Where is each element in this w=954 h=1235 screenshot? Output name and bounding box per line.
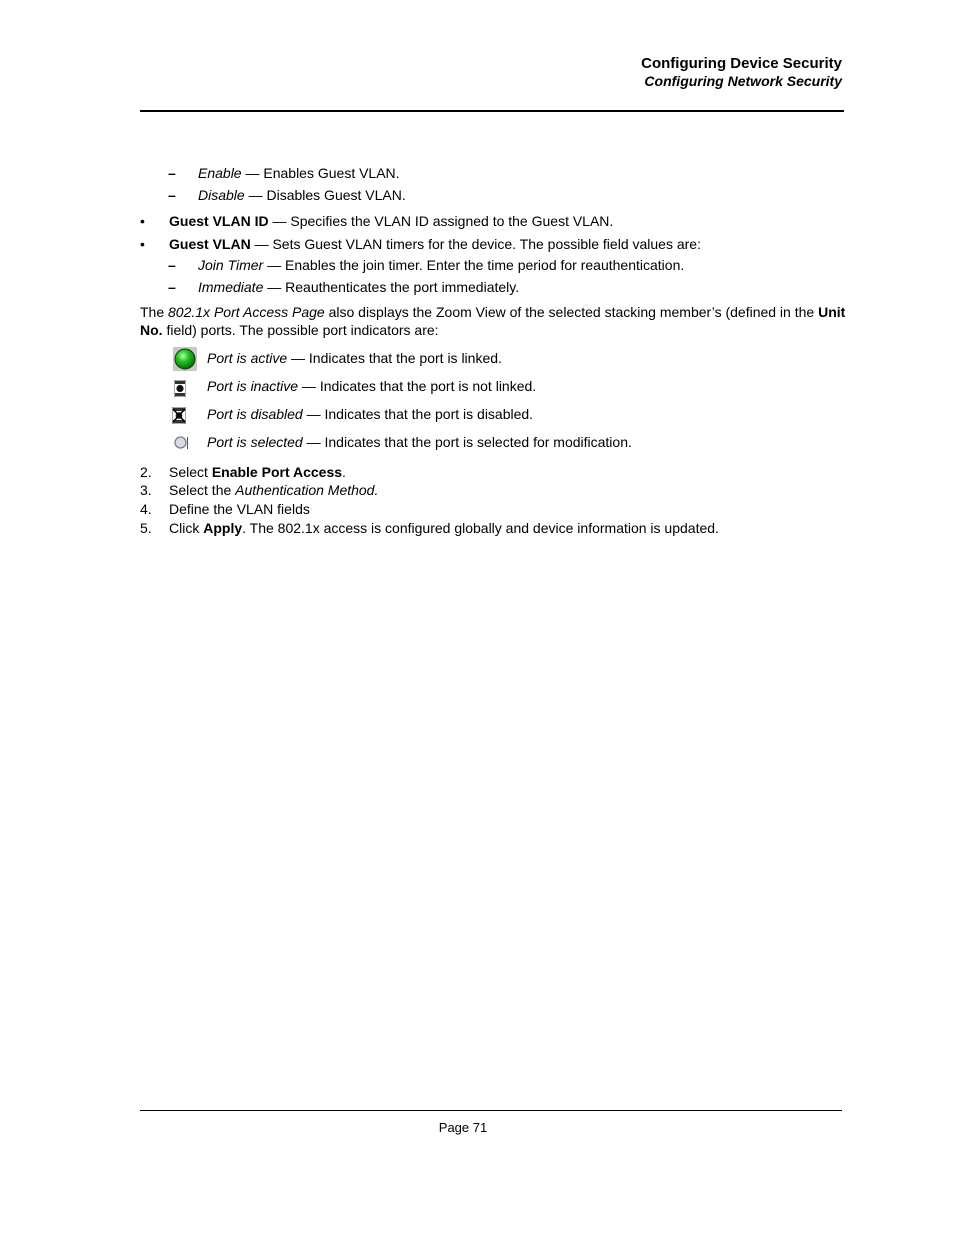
paragraph-line-1: The 802.1x Port Access Page also displays the Zoom View of the selected stacking member’s (defined in the Unit: [140, 304, 846, 320]
desc-immediate: — Reauthenticates the port immediately.: [263, 279, 520, 295]
port-inactive-icon: [174, 380, 186, 397]
indicator-inactive: Port is inactive — Indicates that the port is not linked.: [207, 378, 537, 394]
desc-enable: — Enables Guest VLAN.: [241, 165, 400, 181]
indicator-active: Port is active — Indicates that the port is linked.: [207, 350, 502, 366]
header-subtitle: Configuring Network Security: [644, 73, 842, 89]
header-divider: [140, 110, 844, 112]
page-number: Page 71: [438, 1120, 488, 1135]
port-disabled-icon: [172, 407, 186, 424]
page-name: 802.1x Port Access Page: [168, 304, 325, 320]
indicator-disabled: Port is disabled — Indicates that the port is disabled.: [207, 406, 534, 422]
footer-divider: [140, 1110, 842, 1111]
term-immediate: Immediate: [198, 279, 264, 295]
desc-guest-vlan: — Sets Guest VLAN timers for the device. The possible field values are:: [250, 236, 701, 252]
port-selected-icon: [173, 435, 189, 450]
term-disable: Disable: [198, 187, 245, 203]
dash-marker: –: [168, 257, 176, 273]
term-enable: Enable: [198, 165, 242, 181]
desc-join-timer: — Enables the join timer. Enter the time period for reauthentication.: [263, 257, 685, 273]
bullet-marker: •: [140, 213, 145, 229]
dash-marker: –: [168, 165, 176, 181]
desc-guest-vlan-id: — Specifies the VLAN ID assigned to the Guest VLAN.: [268, 213, 614, 229]
term-guest-vlan-id: Guest VLAN ID: [169, 213, 269, 229]
header-title: Configuring Device Security: [641, 55, 842, 72]
term-join-timer: Join Timer: [198, 257, 264, 273]
bullet-marker: •: [140, 236, 145, 252]
indicator-selected: Port is selected — Indicates that the port is selected for modification.: [207, 434, 632, 450]
dash-marker: –: [168, 279, 176, 295]
port-active-icon: [173, 347, 197, 371]
term-guest-vlan: Guest VLAN: [169, 236, 251, 252]
paragraph-line-2: No. field) ports. The possible port indicators are:: [140, 322, 439, 338]
dash-marker: –: [168, 187, 176, 203]
desc-disable: — Disables Guest VLAN.: [244, 187, 406, 203]
